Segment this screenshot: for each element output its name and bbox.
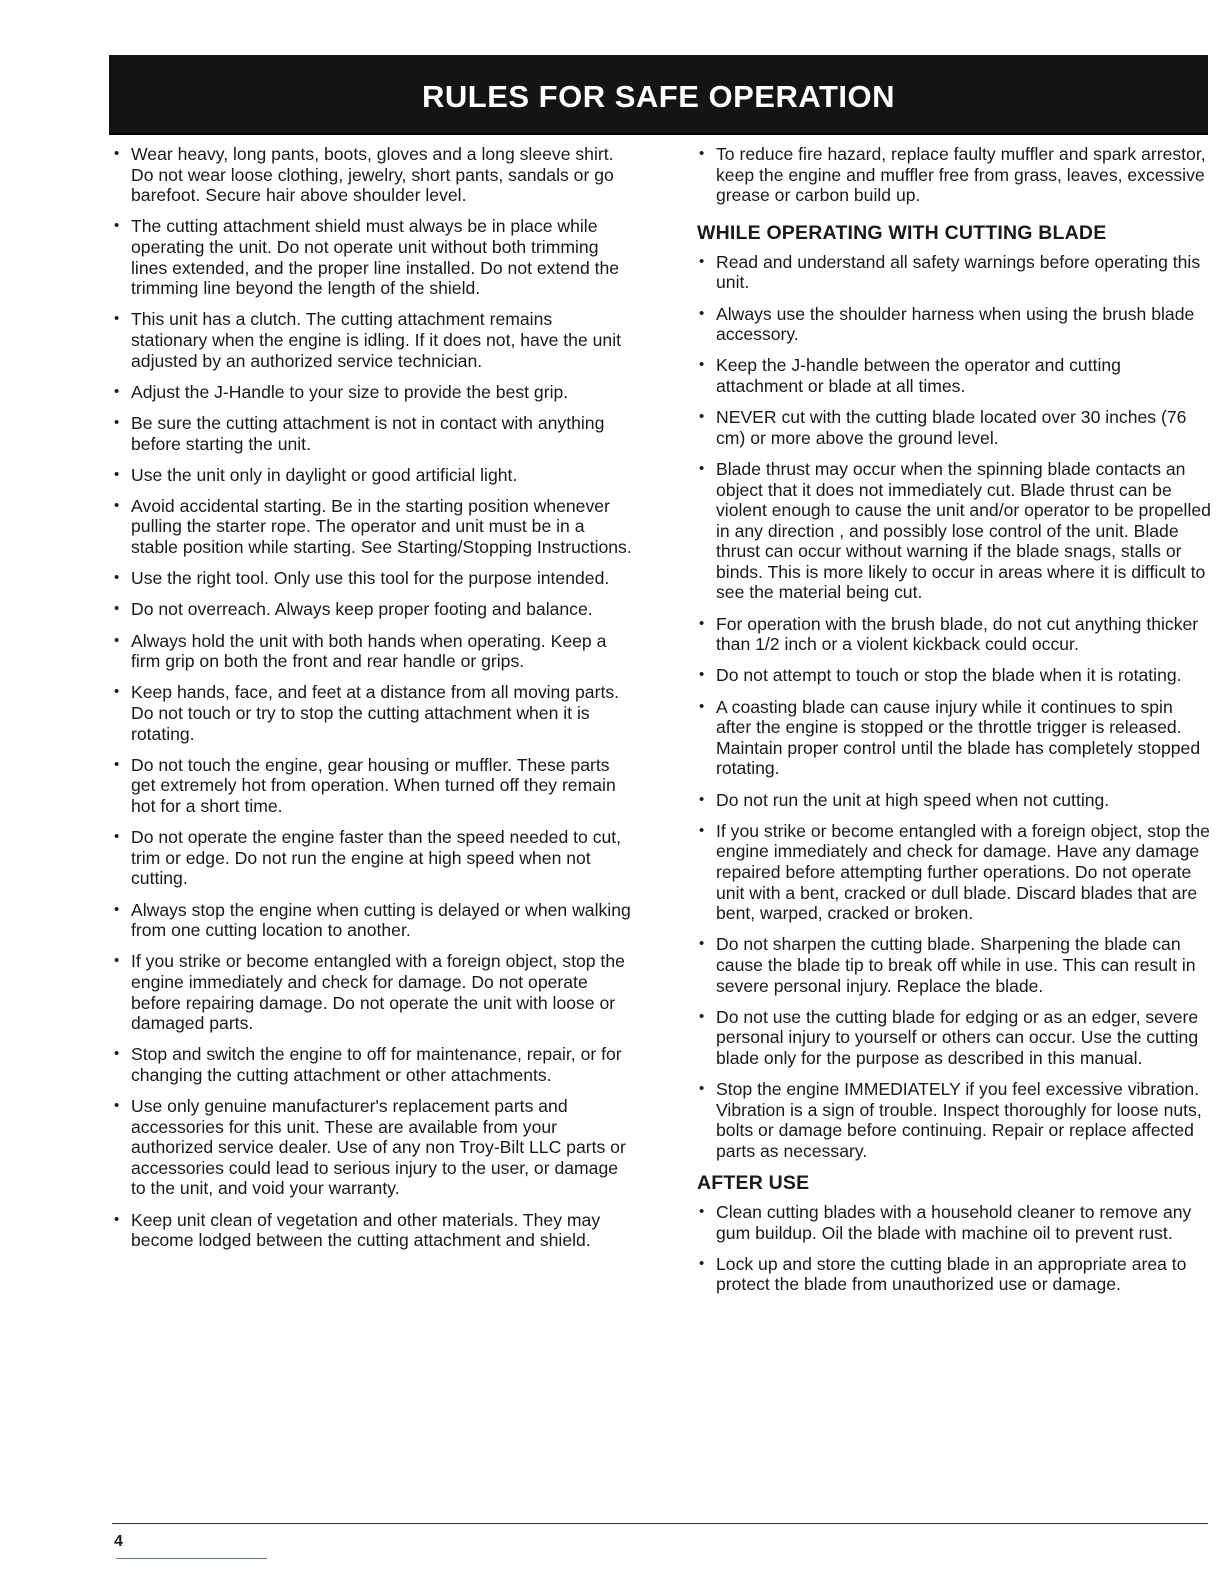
right-column [697,144,1211,1306]
safety-rule-item: • A coasting blade can cause injury while it continues to spin after the engine is stopped or the throttle trigger is released. Maintain proper control until the blade has completely stopped rotating. [697,697,1211,779]
safety-rule-item: • The cutting attachment shield must always be in place while operating the unit. Do not operate unit without both trimming lines extended, and the proper line installed. Do not extend the trimming line beyond the length of the shield. [112,216,632,298]
safety-rule-item: • Use the unit only in daylight or good artificial light. [112,465,632,486]
page-title: RULES FOR SAFE OPERATION [421,79,895,114]
safety-rule-item: • To reduce fire hazard, replace faulty muffler and spark arrestor, keep the engine and muffler free from grass, leaves, excessive grease or carbon build up. [697,144,1211,206]
safety-rule-item: • Blade thrust may occur when the spinning blade contacts an object that it does not immediately cut. Blade thrust can be violent enough to cause the unit and/or operator to be propelled in any direction , and possibly lose control of the unit. Blade thrust can occur without warning if the blade snags, stalls or binds. This is more likely to occur in areas where it is difficult to see the material being cut. [697,459,1211,603]
safety-rule-item: • Lock up and store the cutting blade in an appropriate area to protect the blade from unauthorized use or damage. [697,1254,1211,1295]
cutting-blade-list [697,252,1211,1162]
general-safety-list [697,144,1211,206]
safety-rule-item: • If you strike or become entangled with a foreign object, stop the engine immediately and check for damage. Do not operate before repairing damage. Do not operate the unit with loose or damaged parts. [112,951,632,1033]
page-number: 4 [114,1533,123,1550]
safety-rule-item: • Wear heavy, long pants, boots, gloves and a long sleeve shirt. Do not wear loose clothing, jewelry, short pants, sandals or go barefoot. Secure hair above shoulder level. [112,144,632,206]
safety-rule-item: • Always hold the unit with both hands when operating. Keep a firm grip on both the front and rear handle or grips. [112,631,632,672]
safety-rule-item: • If you strike or become entangled with a foreign object, stop the engine immediately and check for damage. Have any damage repaired before attempting further operations. Do not operate unit with a bent, cracked or dull blade. Discard blades that are bent, warped, cracked or broken. [697,821,1211,924]
safety-rule-item: • Do not operate the engine faster than the speed needed to cut, trim or edge. Do not run the engine at high speed when not cutting. [112,827,632,889]
footer-underline [116,1558,267,1559]
footer-divider [112,1523,1208,1524]
safety-rule-item: • Always stop the engine when cutting is delayed or when walking from one cutting location to another. [112,900,632,941]
safety-rule-item: • Do not sharpen the cutting blade. Sharpening the blade can cause the blade tip to break off while in use. This can result in severe personal injury. Replace the blade. [697,934,1211,996]
safety-rule-item: • Stop the engine IMMEDIATELY if you feel excessive vibration. Vibration is a sign of trouble. Inspect thoroughly for loose nuts, bolts or damage before continuing. Repair or replace affected parts as necessary. [697,1079,1211,1161]
safety-rule-item: • This unit has a clutch. The cutting attachment remains stationary when the engine is idling. If it does not, have the unit adjusted by an authorized service technician. [112,309,632,371]
safety-rule-item: • Keep the J-handle between the operator and cutting attachment or blade at all times. [697,355,1211,396]
safety-rule-item: • Avoid accidental starting. Be in the starting position whenever pulling the starter rope. The operator and unit must be in a stable position while starting. See Starting/Stopping Instructions. [112,496,632,558]
safety-rule-item: • Clean cutting blades with a household cleaner to remove any gum buildup. Oil the blade with machine oil to prevent rust. [697,1202,1211,1243]
left-safety-list [112,144,632,1251]
safety-rule-item: • Be sure the cutting attachment is not in contact with anything before starting the unit. [112,413,632,454]
safety-rule-item: • Always use the shoulder harness when using the brush blade accessory. [697,304,1211,345]
safety-rule-item: • Use the right tool. Only use this tool for the purpose intended. [112,568,632,589]
safety-rule-item: • Keep unit clean of vegetation and other materials. They may become lodged between the cutting attachment and shield. [112,1210,632,1251]
cutting-blade-heading: WHILE OPERATING WITH CUTTING BLADE [697,221,1107,244]
safety-rule-item: • Stop and switch the engine to off for maintenance, repair, or for changing the cutting attachment or other attachments. [112,1044,632,1085]
safety-rule-item: • Do not overreach. Always keep proper footing and balance. [112,599,632,620]
safety-rule-item: • Keep hands, face, and feet at a distance from all moving parts. Do not touch or try to stop the cutting attachment when it is rotating. [112,682,632,744]
after-use-heading: AFTER USE [697,1172,810,1195]
safety-rule-item: • Read and understand all safety warnings before operating this unit. [697,252,1211,293]
safety-rule-item: • Adjust the J-Handle to your size to provide the best grip. [112,382,632,403]
left-column [112,144,632,1261]
safety-rule-item: • Do not touch the engine, gear housing or muffler. These parts get extremely hot from operation. When turned off they remain hot for a short time. [112,755,632,817]
safety-rule-item: • Use only genuine manufacturer's replacement parts and accessories for this unit. These are available from your authorized service dealer. Use of any non Troy-Bilt LLC parts or accessories could lead to serious injury to the user, or damage to the unit, and void your warranty. [112,1096,632,1199]
safety-rule-item: • For operation with the brush blade, do not cut anything thicker than 1/2 inch or a violent kickback could occur. [697,614,1211,655]
safety-rule-item: • Do not run the unit at high speed when not cutting. [697,790,1211,811]
safety-rule-item: • Do not use the cutting blade for edging or as an edger, severe personal injury to yourself or others can occur. Use the cutting blade only for the purpose as described in this manual. [697,1007,1211,1069]
safety-rule-item: • NEVER cut with the cutting blade located over 30 inches (76 cm) or more above the ground level. [697,407,1211,448]
page-banner [109,55,1208,135]
safety-rule-item: • Do not attempt to touch or stop the blade when it is rotating. [697,665,1211,686]
after-use-list [697,1202,1211,1295]
